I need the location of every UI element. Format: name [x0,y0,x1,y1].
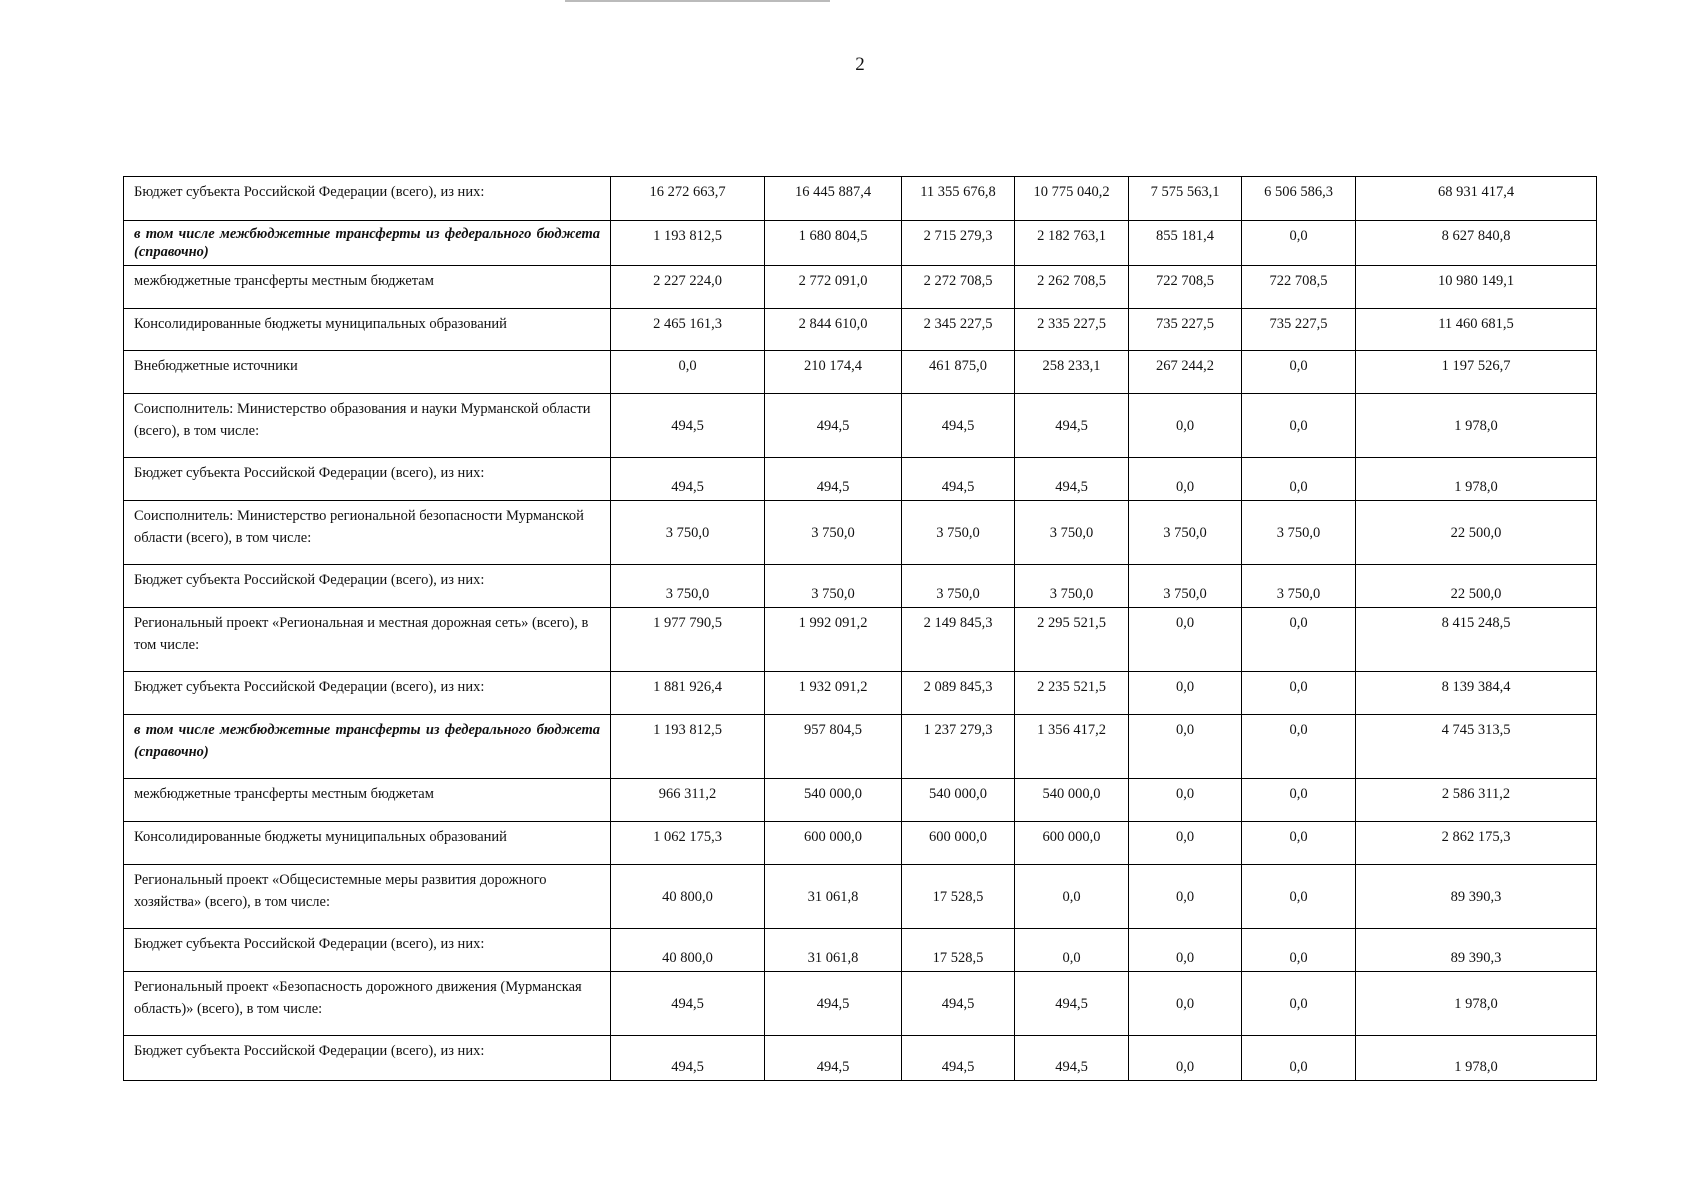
cell-value: 0,0 [1129,865,1242,929]
cell-value: 2 715 279,3 [902,221,1015,266]
cell-total: 89 390,3 [1356,865,1597,929]
table-row [124,972,1597,1036]
cell-value: 17 528,5 [902,865,1015,929]
cell-value: 0,0 [1242,929,1356,972]
cell-total: 4 745 313,5 [1356,715,1597,779]
cell-value: 3 750,0 [611,501,765,565]
cell-value: 0,0 [1129,715,1242,779]
table-row [124,565,1597,608]
cell-total: 1 978,0 [1356,458,1597,501]
cell-value: 735 227,5 [1129,309,1242,351]
cell-value: 966 311,2 [611,779,765,822]
row-label: в том числе межбюджетные трансферты из федерального бюджета (справочно) [124,221,611,266]
cell-total: 10 980 149,1 [1356,266,1597,309]
cell-value: 0,0 [1129,458,1242,501]
cell-value: 1 193 812,5 [611,715,765,779]
cell-total: 1 978,0 [1356,1036,1597,1081]
cell-value: 1 977 790,5 [611,608,765,672]
cell-value: 957 804,5 [765,715,902,779]
cell-value: 2 227 224,0 [611,266,765,309]
cell-value: 2 844 610,0 [765,309,902,351]
row-label: межбюджетные трансферты местным бюджетам [124,266,611,309]
cell-value: 494,5 [611,972,765,1036]
cell-value: 722 708,5 [1129,266,1242,309]
cell-value: 3 750,0 [1129,501,1242,565]
row-label: Соисполнитель: Министерство образования и науки Мурманской области (всего), в том числе: [124,394,611,458]
table-row [124,715,1597,779]
cell-value: 722 708,5 [1242,266,1356,309]
cell-value: 0,0 [1242,779,1356,822]
row-label: Региональный проект «Общесистемные меры развития дорожного хозяйства» (всего), в том числе: [124,865,611,929]
cell-value: 0,0 [1129,822,1242,865]
top-rule [565,0,830,2]
cell-value: 3 750,0 [1242,501,1356,565]
cell-total: 8 627 840,8 [1356,221,1597,266]
cell-value: 3 750,0 [1242,565,1356,608]
cell-value: 210 174,4 [765,351,902,394]
cell-total: 1 978,0 [1356,972,1597,1036]
cell-value: 3 750,0 [765,565,902,608]
cell-total: 22 500,0 [1356,501,1597,565]
cell-value: 494,5 [902,972,1015,1036]
cell-value: 1 356 417,2 [1015,715,1129,779]
cell-total: 1 978,0 [1356,394,1597,458]
cell-value: 16 445 887,4 [765,177,902,221]
cell-value: 2 235 521,5 [1015,672,1129,715]
cell-total: 1 197 526,7 [1356,351,1597,394]
row-label: Бюджет субъекта Российской Федерации (всего), из них: [124,565,611,608]
cell-value: 494,5 [611,394,765,458]
row-label: Бюджет субъекта Российской Федерации (всего), из них: [124,1036,611,1081]
cell-value: 16 272 663,7 [611,177,765,221]
cell-value: 2 345 227,5 [902,309,1015,351]
cell-value: 494,5 [765,458,902,501]
cell-value: 3 750,0 [611,565,765,608]
row-label: в том числе межбюджетные трансферты из федерального бюджета (справочно) [124,715,611,779]
cell-value: 600 000,0 [1015,822,1129,865]
cell-value: 494,5 [1015,394,1129,458]
row-label: Соисполнитель: Министерство региональной безопасности Мурманской области (всего), в том числе: [124,501,611,565]
cell-value: 1 992 091,2 [765,608,902,672]
cell-value: 1 680 804,5 [765,221,902,266]
row-label: Бюджет субъекта Российской Федерации (всего), из них: [124,672,611,715]
cell-value: 0,0 [1129,929,1242,972]
table-row [124,779,1597,822]
row-label: Бюджет субъекта Российской Федерации (всего), из них: [124,929,611,972]
cell-value: 2 089 845,3 [902,672,1015,715]
cell-total: 89 390,3 [1356,929,1597,972]
table-row [124,865,1597,929]
cell-value: 0,0 [1129,394,1242,458]
cell-value: 0,0 [1129,1036,1242,1081]
row-label: Консолидированные бюджеты муниципальных образований [124,822,611,865]
cell-value: 31 061,8 [765,865,902,929]
cell-value: 0,0 [1242,221,1356,266]
page-number: 2 [855,54,865,75]
cell-value: 31 061,8 [765,929,902,972]
table-row [124,351,1597,394]
cell-value: 2 465 161,3 [611,309,765,351]
cell-value: 40 800,0 [611,865,765,929]
cell-value: 540 000,0 [1015,779,1129,822]
cell-value: 3 750,0 [1015,565,1129,608]
cell-value: 600 000,0 [765,822,902,865]
cell-value: 0,0 [1015,865,1129,929]
cell-value: 494,5 [902,1036,1015,1081]
cell-value: 267 244,2 [1129,351,1242,394]
table-row [124,822,1597,865]
cell-value: 17 528,5 [902,929,1015,972]
cell-total: 22 500,0 [1356,565,1597,608]
cell-value: 2 149 845,3 [902,608,1015,672]
cell-value: 0,0 [1129,779,1242,822]
table-row [124,309,1597,351]
cell-value: 540 000,0 [765,779,902,822]
cell-value: 10 775 040,2 [1015,177,1129,221]
cell-value: 0,0 [1242,608,1356,672]
cell-value: 0,0 [611,351,765,394]
cell-value: 3 750,0 [1015,501,1129,565]
cell-value: 494,5 [1015,1036,1129,1081]
cell-value: 3 750,0 [902,501,1015,565]
cell-value: 1 062 175,3 [611,822,765,865]
cell-value: 1 193 812,5 [611,221,765,266]
row-label: Внебюджетные источники [124,351,611,394]
cell-value: 0,0 [1242,822,1356,865]
cell-total: 2 586 311,2 [1356,779,1597,822]
cell-value: 0,0 [1242,972,1356,1036]
cell-value: 540 000,0 [902,779,1015,822]
cell-value: 3 750,0 [765,501,902,565]
cell-value: 494,5 [902,394,1015,458]
table-row [124,458,1597,501]
cell-value: 0,0 [1129,608,1242,672]
row-label: Региональный проект «Региональная и местная дорожная сеть» (всего), в том числе: [124,608,611,672]
cell-value: 0,0 [1015,929,1129,972]
cell-value: 494,5 [765,1036,902,1081]
cell-value: 2 772 091,0 [765,266,902,309]
table-row [124,929,1597,972]
row-label: Консолидированные бюджеты муниципальных образований [124,309,611,351]
cell-total: 2 862 175,3 [1356,822,1597,865]
row-label: Бюджет субъекта Российской Федерации (всего), из них: [124,458,611,501]
row-label: межбюджетные трансферты местным бюджетам [124,779,611,822]
cell-value: 494,5 [1015,972,1129,1036]
cell-total: 8 415 248,5 [1356,608,1597,672]
cell-value: 494,5 [611,1036,765,1081]
cell-value: 0,0 [1242,394,1356,458]
table-row [124,672,1597,715]
cell-value: 494,5 [1015,458,1129,501]
table-row [124,221,1597,266]
cell-value: 40 800,0 [611,929,765,972]
cell-value: 6 506 586,3 [1242,177,1356,221]
table-row [124,266,1597,309]
row-label: Региональный проект «Безопасность дорожного движения (Мурманская область)» (всего), в том числе: [124,972,611,1036]
cell-value: 0,0 [1242,672,1356,715]
cell-value: 1 881 926,4 [611,672,765,715]
cell-value: 2 335 227,5 [1015,309,1129,351]
cell-value: 7 575 563,1 [1129,177,1242,221]
cell-value: 494,5 [902,458,1015,501]
row-label: Бюджет субъекта Российской Федерации (всего), из них: [124,177,611,221]
table-row [124,394,1597,458]
cell-value: 494,5 [765,972,902,1036]
cell-value: 0,0 [1242,715,1356,779]
cell-value: 0,0 [1129,972,1242,1036]
cell-total: 68 931 417,4 [1356,177,1597,221]
cell-value: 258 233,1 [1015,351,1129,394]
cell-value: 1 237 279,3 [902,715,1015,779]
cell-value: 1 932 091,2 [765,672,902,715]
cell-value: 735 227,5 [1242,309,1356,351]
cell-value: 0,0 [1242,1036,1356,1081]
cell-value: 0,0 [1129,672,1242,715]
cell-value: 2 182 763,1 [1015,221,1129,266]
table-row [124,1036,1597,1081]
cell-value: 11 355 676,8 [902,177,1015,221]
cell-value: 2 272 708,5 [902,266,1015,309]
budget-table [123,176,1597,1081]
table-row [124,177,1597,221]
cell-value: 461 875,0 [902,351,1015,394]
cell-value: 2 262 708,5 [1015,266,1129,309]
cell-value: 0,0 [1242,458,1356,501]
cell-total: 8 139 384,4 [1356,672,1597,715]
cell-value: 494,5 [611,458,765,501]
cell-value: 494,5 [765,394,902,458]
cell-value: 0,0 [1242,351,1356,394]
cell-total: 11 460 681,5 [1356,309,1597,351]
cell-value: 3 750,0 [902,565,1015,608]
table-row [124,501,1597,565]
cell-value: 0,0 [1242,865,1356,929]
table-row [124,608,1597,672]
cell-value: 855 181,4 [1129,221,1242,266]
cell-value: 2 295 521,5 [1015,608,1129,672]
cell-value: 3 750,0 [1129,565,1242,608]
cell-value: 600 000,0 [902,822,1015,865]
